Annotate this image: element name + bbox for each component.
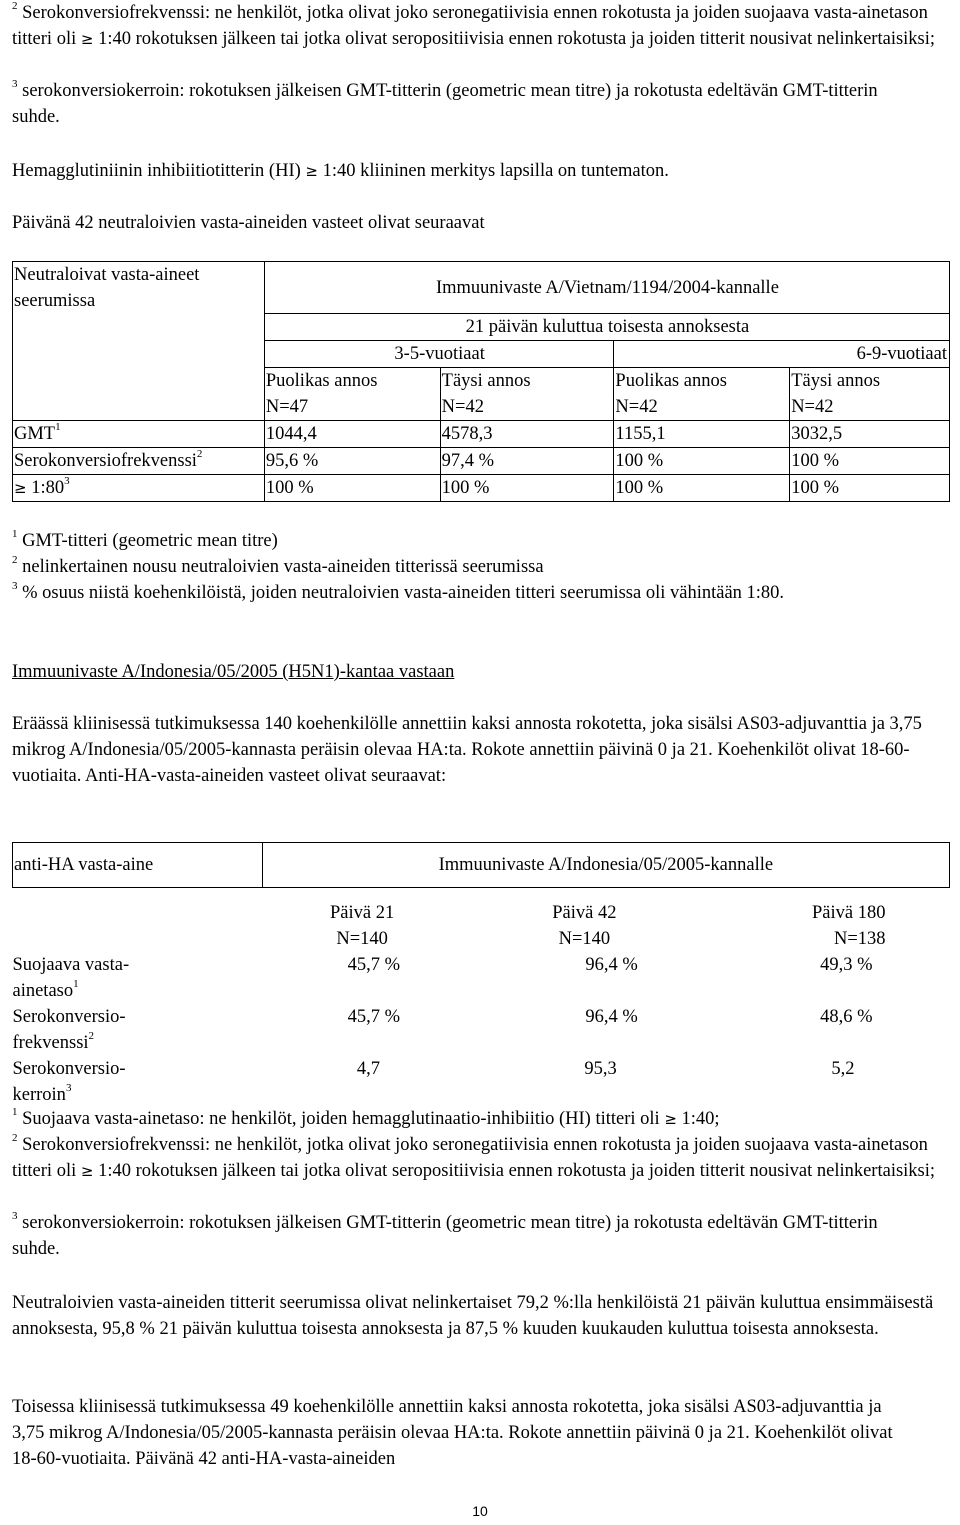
table-cell: 48,6 % [820, 1006, 873, 1027]
table2-title: Immuunivaste A/Indonesia/05/2005-kannalle [262, 843, 949, 888]
row-label: ≥ $1:80^3$ [13, 475, 265, 502]
table-cell: 45,7 % [347, 954, 400, 975]
table1-note-2: $^2$ nelinkertainen nousu neutraloivien vasta-aineiden titterissä seerumissa [12, 554, 544, 577]
table-cell: 100 % [790, 475, 950, 502]
dose-column-header: Täysi annos N=42 [790, 368, 950, 421]
study2-paragraph: Toisessa kliinisessä tutkimuksessa 49 koehenkilölle annettiin kaksi annosta rokotetta, joka sisälsi AS03-adjuvanttia ja 3,75 mikrog A/Indonesia/05/2005-kannasta peräisin olevaa HA:ta. Rokote annettiin päivinä 0 ja 21. Koehenkilöt olivat 18-60-vuotiaita. Päivänä 42 anti-HA-vasta-aineiden [12, 1397, 893, 1469]
table1-note-1: $^1$ GMT-titteri (geometric mean titre) [12, 528, 278, 551]
hi-note: Hemagglutiniinin inhibiitiotitterin (HI) ≥ 1:40 kliininen merkitys lapsilla on tuntematon. [12, 161, 669, 181]
greater-equal-symbol: ≥ [80, 30, 94, 48]
table-cell: 95,3 [584, 1058, 617, 1079]
greater-equal-symbol: ≥ [14, 479, 27, 497]
row-label: GMT$^1$ [13, 421, 265, 448]
table-row [13, 1004, 950, 1056]
footnote-text: serokonversiokerroin: rokotuksen jälkeisen GMT-titterin (geometric mean titre) ja rokotusta edeltävän GMT-titterin suhde. [12, 81, 878, 127]
greater-equal-symbol: ≥ [80, 1162, 94, 1180]
day42-intro: Päivänä 42 neutraloivien vasta-aineiden vasteet olivat seuraavat [12, 213, 485, 233]
table-row [13, 1056, 950, 1108]
greater-equal-symbol: ≥ [664, 1110, 677, 1128]
table2-note-3: $^3$ serokonversiokerroin: rokotuksen jälkeisen GMT-titterin (geometric mean titre) ja rokotusta edeltävän GMT-titterin suhde. [12, 1210, 878, 1259]
table-cell: 4,7 [356, 1058, 380, 1079]
row-label: Serokonversiofrekvenssi$^2$ [13, 448, 265, 475]
table1-note-3: $^3$ % osuus niistä koehenkilöistä, joiden neutraloivien vasta-aineiden titteri seerumissa oli vähintään 1:80. [12, 580, 785, 603]
table-cell: 96,4 % [585, 1006, 638, 1027]
footnote-text: Serokonversiofrekvenssi: ne henkilöt, jotka olivat joko seronegatiivisia ennen rokotusta ja joiden suojaava vasta-ainetason titteri oli [12, 3, 928, 49]
table1-corner: Neutraloivat vasta-aineet seerumissa [13, 262, 265, 368]
day-column-header: Päivä 180 N=138 [812, 902, 886, 949]
footnote-3 [12, 78, 912, 130]
table-cell: 1044,4 [264, 421, 440, 448]
table1-title: Immuunivaste A/Vietnam/1194/2004-kannalle [264, 262, 949, 314]
dose-column-header: Täysi annos N=42 [440, 368, 614, 421]
table1-subtitle: 21 päivän kuluttua toisesta annoksesta [264, 314, 949, 341]
indonesia-response-table [12, 842, 950, 1108]
table-cell: 49,3 % [820, 954, 873, 975]
table-cell: 1155,1 [614, 421, 790, 448]
table2-empty-cell [13, 900, 263, 952]
footnote-marker: 3 [12, 78, 18, 90]
table-cell: 100 % [614, 475, 790, 502]
table-cell: 95,6 % [264, 448, 440, 475]
row-label: Suojaava vasta- ainetaso$^1$ [12, 954, 130, 1001]
table-row [13, 421, 950, 448]
table-row [13, 448, 950, 475]
neutralising-paragraph: Neutraloivien vasta-aineiden titterit seerumissa olivat nelinkertaiset 79,2 %:lla henkilöistä 21 päivän kuluttua ensimmäisestä annoksesta, 95,8 % 21 päivän kuluttua toisesta annoksesta ja 87,5 % kuuden kuukauden kuluttua toisesta annoksesta. [12, 1293, 934, 1339]
table2-corner: anti-HA vasta-aine [13, 843, 263, 888]
row-label: Serokonversio- kerroin$^3$ [12, 1058, 126, 1105]
page-number: 10 [472, 1503, 488, 1519]
section-heading: Immuunivaste A/Indonesia/05/2005 (H5N1)-kantaa vastaan [12, 662, 455, 682]
table-cell: 100 % [614, 448, 790, 475]
table-cell: 97,4 % [440, 448, 614, 475]
greater-equal-symbol: ≥ [305, 162, 318, 180]
footnote-marker: 2 [12, 0, 18, 12]
age-group-6-9: 6-9-vuotiaat [614, 341, 950, 368]
dose-column-header: Puolikas annos N=42 [614, 368, 790, 421]
vietnam-response-table [12, 261, 950, 502]
footnote-text-cont: 1:40 rokotuksen jälkeen tai jotka olivat seropositiivisia ennen rokotusta ja joiden titterit nousivat nelinkertaisiksi; [98, 29, 936, 49]
age-group-3-5: 3-5-vuotiaat [264, 341, 614, 368]
table1-empty-cell [13, 368, 265, 421]
row-label: Serokonversio- frekvenssi$^2$ [12, 1006, 126, 1053]
table-cell: 96,4 % [585, 954, 638, 975]
table-cell: 5,2 [831, 1058, 855, 1079]
table-row [13, 952, 950, 1004]
dose-column-header: Puolikas annos N=47 [264, 368, 440, 421]
study1-paragraph: Eräässä kliinisessä tutkimuksessa 140 koehenkilölle annettiin kaksi annosta rokotetta, joka sisälsi AS03-adjuvanttia ja 3,75 mikrog A/Indonesia/05/2005-kannasta peräisin olevaa HA:ta. Rokote annettiin päivinä 0 ja 21. Koehenkilöt olivat 18-60-vuotiaita. Anti-HA-vasta-aineiden vasteet olivat seuraavat: [12, 714, 922, 786]
table2-note-1: $^1$ Suojaava vasta-ainetaso: ne henkilöt, joiden hemagglutinaatio-inhibiitio (HI) titteri oli ≥ 1:40; [12, 1106, 720, 1129]
table-cell: 45,7 % [347, 1006, 400, 1027]
table-cell: 100 % [440, 475, 614, 502]
table-row [13, 475, 950, 502]
day-column-header: Päivä 21 N=140 [329, 902, 395, 949]
table2-note-2: $^2$ Serokonversiofrekvenssi: ne henkilöt, jotka olivat joko seronegatiivisia ennen rokotusta ja joiden suojaava vasta-ainetason titteri oli ≥ 1:40 rokotuksen jälkeen tai jotka olivat seropositiivisia ennen rokotusta ja joiden titterit nousivat nelinkertaisiksi; [12, 1132, 936, 1181]
table2-spacer [13, 888, 950, 900]
footnote-2 [12, 0, 942, 52]
table-cell: 100 % [264, 475, 440, 502]
table-cell: 4578,3 [440, 421, 614, 448]
day-column-header: Päivä 42 N=140 [552, 902, 617, 949]
table-cell: 3032,5 [790, 421, 950, 448]
table-cell: 100 % [790, 448, 950, 475]
